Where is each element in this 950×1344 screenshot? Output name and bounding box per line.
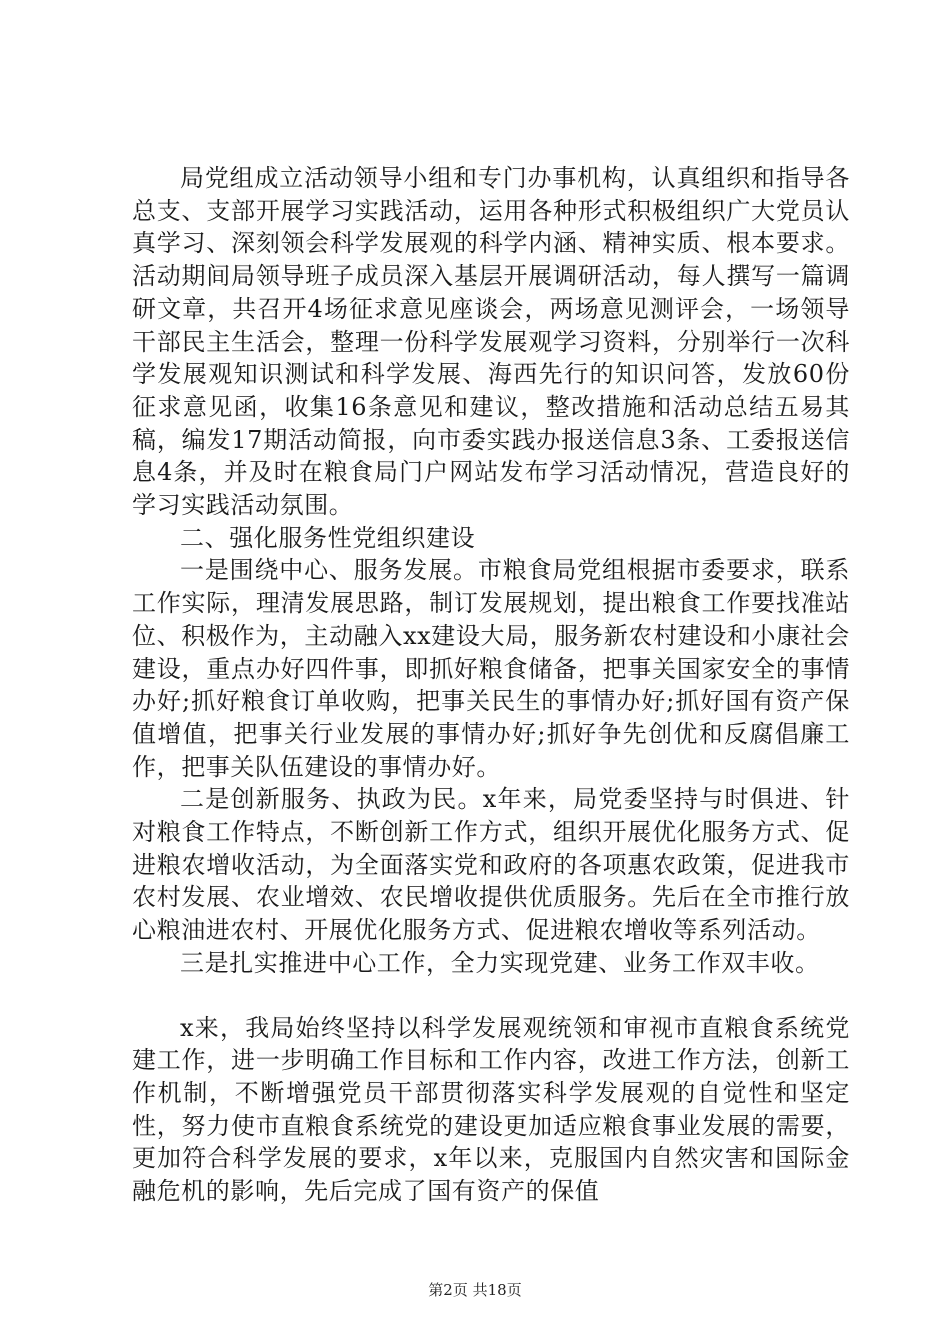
paragraph-activity-organization: 局党组成立活动领导小组和专门办事机构，认真组织和指导各总支、支部开展学习实践活动，运用各种形式积极组织广大党员认真学习、深刻领会科学发展观的科学内涵、精神实质、根本要求。活动期间局领导班子成员深入基层开展调研活动，每人撰写一篇调研文章，共召开4场征求意见座谈会，两场意见测评会，一场领导干部民主生活会，整理一份科学发展观学习资料，分别举行一次科学发展观知识测试和科学发展、海西先行的知识问答，发放60份征求意见函，收集16条意见和建议，整改措施和活动总结五易其稿，编发17期活动简报，向市委实践办报送信息3条、工委报送信息4条，并及时在粮食局门户网站发布学习活动情况，营造良好的学习实践活动氛围。 [132, 164, 850, 520]
section-heading-service-party-building: 二、强化服务性党组织建设 [180, 523, 476, 552]
document-body [132, 162, 850, 1208]
paragraph-scientific-development: x来，我局始终坚持以科学发展观统领和审视市直粮食系统党建工作，进一步明确工作目标和工作内容，改进工作方法，创新工作机制，不断增强党员干部贯彻落实科学发展观的自觉性和坚定性，努力使市直粮食系统党的建设更加适应粮食事业发展的需要，更加符合科学发展的要求，x年以来，克服国内自然灾害和国际金融危机的影响，先后完成了国有资产的保值 [132, 1013, 850, 1206]
paragraph-spacer [132, 980, 850, 1012]
paragraph-center-work: 三是扎实推进中心工作，全力实现党建、业务工作双丰收。 [180, 948, 820, 977]
paragraph-innovate-service: 二是创新服务、执政为民。x年来，局党委坚持与时俱进、针对粮食工作特点，不断创新工作方式，组织开展优化服务方式、促进粮农增收活动，为全面落实党和政府的各项惠农政策，促进我市农村发展、农业增效、农民增收提供优质服务。先后在全市推行放心粮油进农村、开展优化服务方式、促进粮农增收等系列活动。 [132, 785, 850, 945]
paragraph-serve-development: 一是围绕中心、服务发展。市粮食局党组根据市委要求，联系工作实际，理清发展思路，制订发展规划，提出粮食工作要找准站位、积极作为，主动融入xx建设大局，服务新农村建设和小康社会建设，重点办好四件事，即抓好粮食储备，把事关国家安全的事情办好;抓好粮食订单收购，把事关民生的事情办好;抓好国有资产保值增值，把事关行业发展的事情办好;抓好争先创优和反腐倡廉工作，把事关队伍建设的事情办好。 [132, 556, 850, 781]
page-number-footer: 第2页 共18页 [428, 1281, 522, 1299]
